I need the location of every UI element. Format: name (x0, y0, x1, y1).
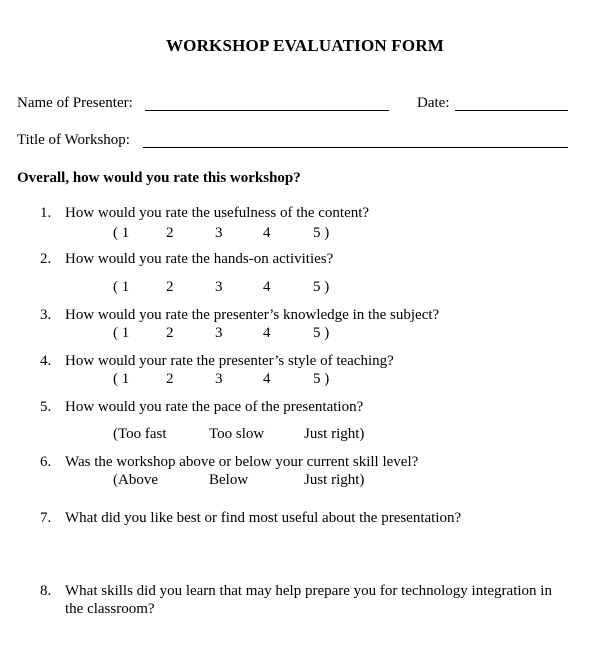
question-text: How would your rate the presenter’s style of teaching? (65, 353, 394, 369)
question-text: How would you rate the presenter’s knowledge in the subject? (65, 307, 440, 323)
presenter-input-line[interactable] (145, 110, 389, 111)
rating-option-4[interactable]: 4 (263, 371, 271, 387)
question-number: 2. (40, 251, 52, 267)
rating-option-2[interactable]: 2 (166, 371, 174, 387)
rating-option-4[interactable]: 4 (263, 225, 271, 241)
pace-option-too-slow[interactable]: Too slow (209, 426, 265, 442)
pace-option-too-fast[interactable]: (Too fast (113, 426, 167, 442)
pace-option-just-right[interactable]: Just right) (304, 426, 365, 442)
question-number: 8. (40, 583, 52, 599)
rating-option-3[interactable]: 3 (215, 371, 223, 387)
presenter-label: Name of Presenter: (17, 95, 133, 111)
level-option-above[interactable]: (Above (113, 472, 158, 488)
rating-option-5[interactable]: 5 ) (313, 325, 330, 341)
overall-rating-heading: Overall, how would you rate this workshop? (17, 170, 301, 186)
question-text: How would you rate the hands-on activities? (65, 251, 334, 267)
workshop-title-input-line[interactable] (143, 147, 568, 148)
rating-option-2[interactable]: 2 (166, 225, 174, 241)
date-input-line[interactable] (455, 110, 568, 111)
level-option-just-right[interactable]: Just right) (304, 472, 365, 488)
question-text: Was the workshop above or below your current skill level? (65, 454, 419, 470)
rating-option-4[interactable]: 4 (263, 279, 271, 295)
question-number: 4. (40, 353, 52, 369)
question-text: What skills did you learn that may help prepare you for technology integration in (65, 583, 552, 599)
rating-option-2[interactable]: 2 (166, 279, 174, 295)
level-option-below[interactable]: Below (209, 472, 249, 488)
rating-option-3[interactable]: 3 (215, 225, 223, 241)
question-number: 6. (40, 454, 52, 470)
question-number: 5. (40, 399, 52, 415)
date-label: Date: (417, 95, 450, 111)
question-text: How would you rate the usefulness of the content? (65, 205, 370, 221)
question-text-line-2: the classroom? (65, 601, 155, 617)
question-number: 7. (40, 510, 52, 526)
rating-option-1[interactable]: ( 1 (113, 225, 130, 241)
rating-option-5[interactable]: 5 ) (313, 225, 330, 241)
rating-option-3[interactable]: 3 (215, 325, 223, 341)
rating-option-5[interactable]: 5 ) (313, 279, 330, 295)
rating-option-5[interactable]: 5 ) (313, 371, 330, 387)
rating-option-1[interactable]: ( 1 (113, 279, 130, 295)
rating-option-1[interactable]: ( 1 (113, 371, 130, 387)
rating-option-1[interactable]: ( 1 (113, 325, 130, 341)
question-text: What did you like best or find most useful about the presentation? (65, 510, 462, 526)
rating-option-4[interactable]: 4 (263, 325, 271, 341)
workshop-title-label: Title of Workshop: (17, 132, 130, 148)
rating-option-2[interactable]: 2 (166, 325, 174, 341)
question-number: 1. (40, 205, 52, 221)
form-title: WORKSHOP EVALUATION FORM (165, 36, 445, 55)
rating-option-3[interactable]: 3 (215, 279, 223, 295)
question-number: 3. (40, 307, 52, 323)
question-text: How would you rate the pace of the presentation? (65, 399, 364, 415)
